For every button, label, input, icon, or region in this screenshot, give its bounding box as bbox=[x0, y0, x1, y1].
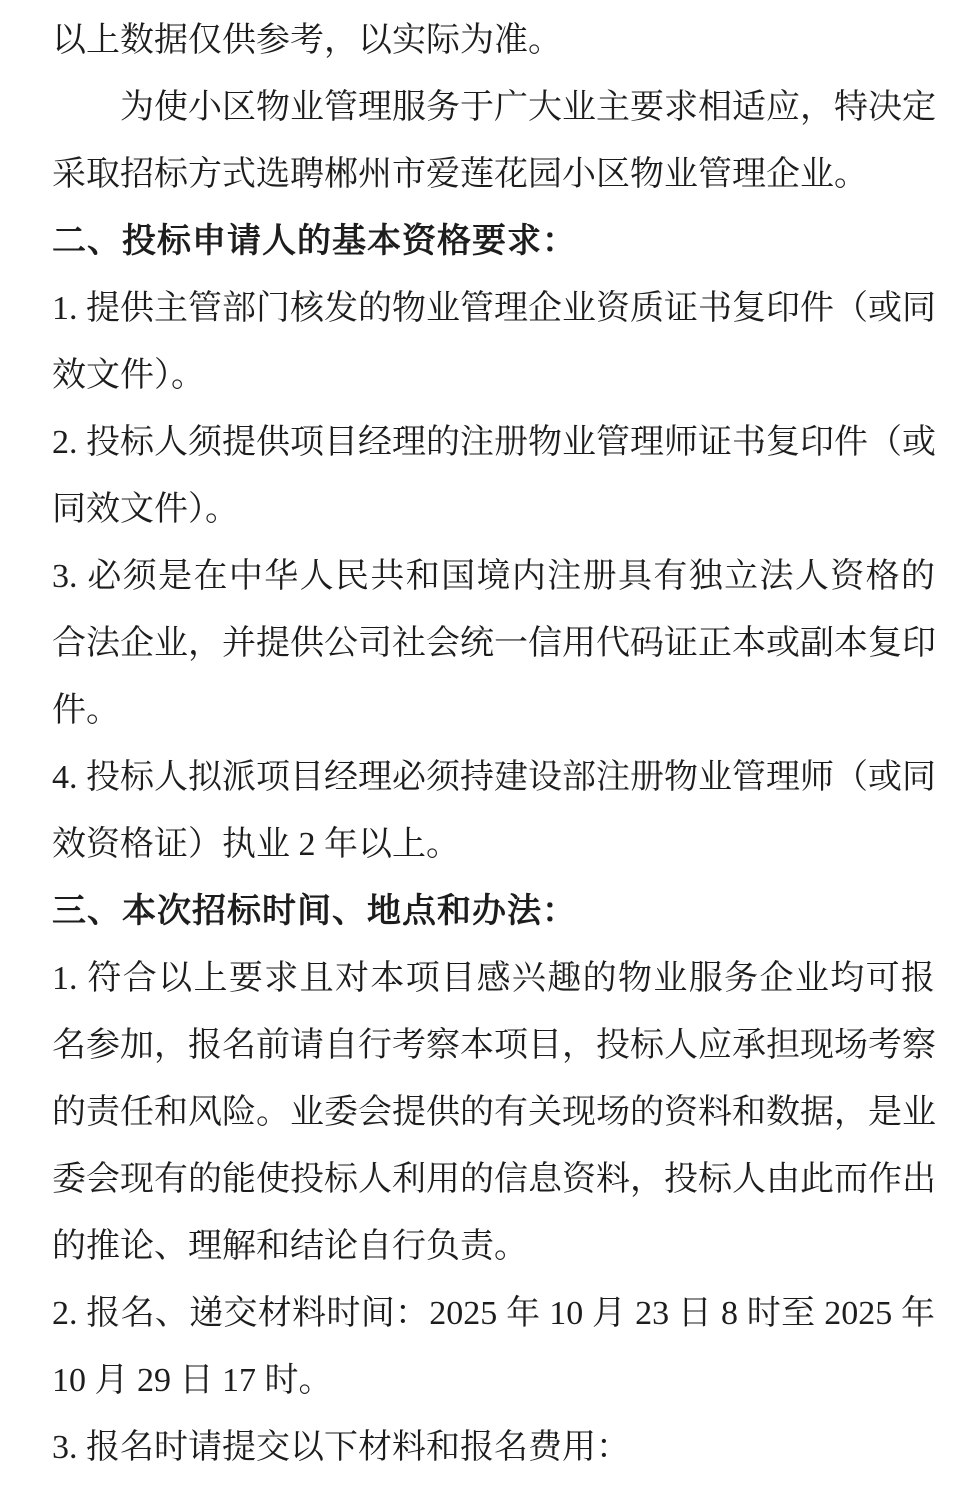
text-line: 1. 符合以上要求且对本项目感兴趣的物业服务企业均可报 bbox=[52, 960, 935, 997]
text-line: 3. 必须是在中华人民共和国境内注册具有独立法人资格的 bbox=[52, 558, 935, 595]
text-line: 1. 提供主管部门核发的物业管理企业资质证书复印件（或同 bbox=[52, 290, 936, 327]
text-line: 效文件）。 bbox=[52, 357, 205, 394]
section-heading: 三、本次招标时间、地点和办法： bbox=[52, 892, 577, 930]
text-line: 的责任和风险。业委会提供的有关现场的资料和数据，是业 bbox=[52, 1094, 936, 1131]
text-line: 件。 bbox=[52, 692, 120, 729]
text-line: 为使小区物业管理服务于广大业主要求相适应，特决定 bbox=[120, 89, 936, 126]
text-line: 以上数据仅供参考，以实际为准。 bbox=[52, 22, 562, 59]
text-line: 10 月 29 日 17 时。 bbox=[52, 1362, 333, 1399]
text-line: 委会现有的能使投标人利用的信息资料，投标人由此而作出 bbox=[52, 1161, 936, 1198]
section-heading: 二、投标申请人的基本资格要求： bbox=[52, 222, 577, 260]
text-line: 的推论、理解和结论自行负责。 bbox=[52, 1228, 528, 1265]
text-line: 名参加，报名前请自行考察本项目，投标人应承担现场考察 bbox=[52, 1027, 936, 1064]
text-line: 3. 报名时请提交以下材料和报名费用： bbox=[52, 1429, 630, 1466]
text-line: 同效文件）。 bbox=[52, 491, 239, 528]
text-line: 2. 投标人须提供项目经理的注册物业管理师证书复印件（或 bbox=[52, 424, 936, 461]
text-line: 采取招标方式选聘郴州市爱莲花园小区物业管理企业。 bbox=[52, 156, 868, 193]
text-line: 4. 投标人拟派项目经理必须持建设部注册物业管理师（或同 bbox=[52, 759, 936, 796]
text-line: 2. 报名、递交材料时间：2025 年 10 月 23 日 8 时至 2025 年 bbox=[52, 1295, 935, 1332]
text-line: 效资格证）执业 2 年以上。 bbox=[52, 826, 460, 863]
text-line: 合法企业，并提供公司社会统一信用代码证正本或副本复印 bbox=[52, 625, 936, 662]
